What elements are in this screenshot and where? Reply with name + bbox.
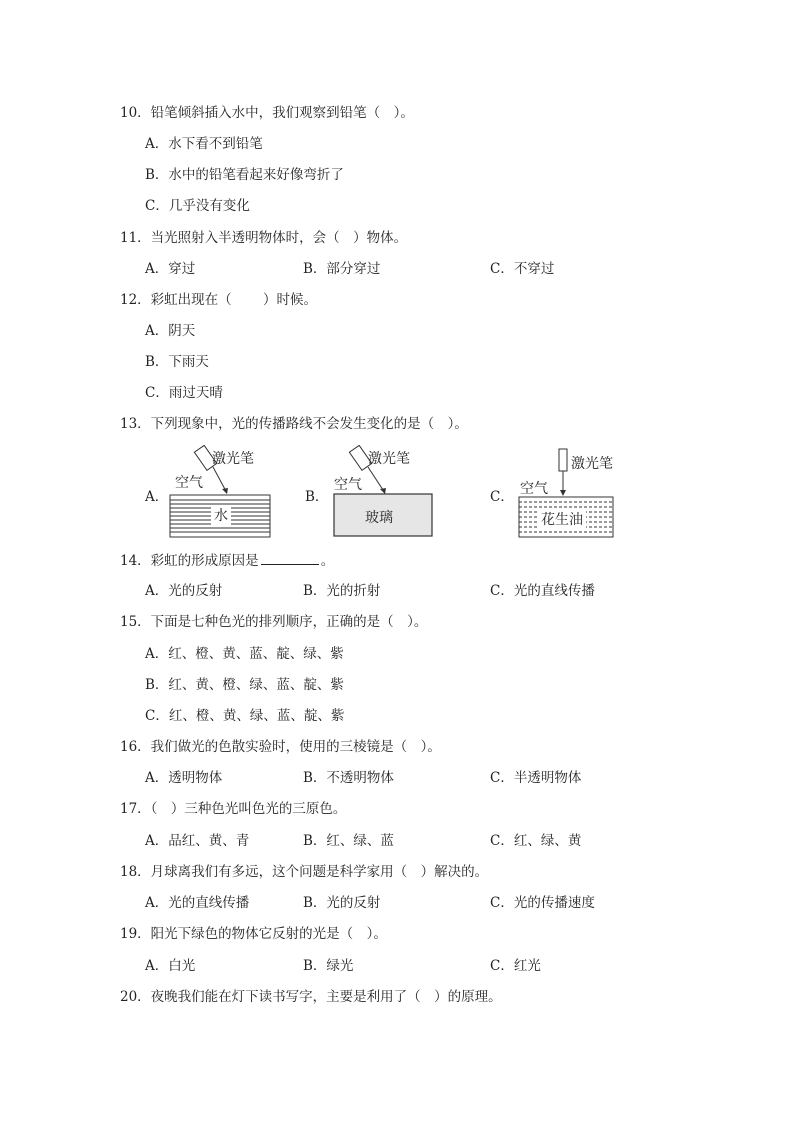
question-16-option-b[interactable]: B．不透明物体	[303, 770, 394, 786]
question-18-option-a[interactable]: A．光的直线传播	[145, 895, 250, 911]
question-12-option-b[interactable]: B．下雨天	[145, 354, 209, 370]
question-14-stem	[120, 551, 334, 570]
question-11-options	[145, 260, 705, 278]
question-18-option-b[interactable]: B．光的反射	[303, 895, 381, 911]
figure-b-glass	[330, 445, 465, 545]
question-19-option-b[interactable]: B．绿光	[303, 958, 354, 974]
question-19-stem: 19．阳光下绿色的物体它反射的光是（ ）。	[120, 926, 387, 942]
question-14-stem-before: 14．彩虹的形成原因是	[120, 553, 259, 569]
figure-b-medium-label: 玻璃	[365, 510, 393, 526]
question-14-option-a[interactable]: A．光的反射	[145, 583, 223, 599]
question-13-option-a[interactable]: A．	[145, 489, 169, 505]
figure-a-medium-label: 水	[211, 505, 231, 525]
figure-a-water	[165, 445, 300, 545]
question-19-option-a[interactable]: A．白光	[145, 958, 196, 974]
question-16-stem: 16．我们做光的色散实验时，使用的三棱镜是（ ）。	[120, 739, 441, 755]
question-14-stem-after: 。	[320, 553, 335, 569]
figure-a-air-label: 空气	[175, 475, 203, 491]
question-17-option-b[interactable]: B．红、绿、蓝	[303, 833, 394, 849]
question-13-stem: 13．下列现象中，光的传播路线不会发生变化的是（ ）。	[120, 416, 468, 432]
question-17-options	[145, 832, 705, 850]
question-15-option-c[interactable]: C．红、橙、黄、绿、蓝、靛、紫	[145, 708, 345, 724]
question-16-options	[145, 769, 705, 787]
question-10-stem: 10．铅笔倾斜插入水中，我们观察到铅笔（ ）。	[120, 105, 414, 121]
question-15-option-b[interactable]: B．红、黄、橙、绿、蓝、靛、紫	[145, 677, 344, 693]
question-13-option-b[interactable]: B．	[305, 489, 329, 505]
question-10-option-c[interactable]: C．几乎没有变化	[145, 198, 250, 214]
question-11-option-c[interactable]: C．不穿过	[490, 261, 555, 277]
figure-c-peanut-oil	[515, 445, 650, 545]
question-14-option-c[interactable]: C．光的直线传播	[490, 583, 595, 599]
figure-b-laser-label: 激光笔	[368, 451, 410, 467]
question-16-option-c[interactable]: C．半透明物体	[490, 770, 582, 786]
question-14-options	[145, 582, 705, 600]
question-17-option-c[interactable]: C．红、绿、黄	[490, 833, 582, 849]
question-11-option-b[interactable]: B．部分穿过	[303, 261, 381, 277]
question-13-option-c[interactable]: C．	[490, 489, 514, 505]
question-11-option-a[interactable]: A．穿过	[145, 261, 196, 277]
question-19-option-c[interactable]: C．红光	[490, 958, 541, 974]
question-14-option-b[interactable]: B．光的折射	[303, 583, 381, 599]
question-17-option-a[interactable]: A．品红、黄、青	[145, 833, 250, 849]
question-18-stem: 18．月球离我们有多远，这个问题是科学家用（ ）解决的。	[120, 864, 489, 880]
question-12-option-a[interactable]: A．阴天	[145, 323, 196, 339]
question-12-option-c[interactable]: C．雨过天晴	[145, 385, 223, 401]
question-14-answer-blank[interactable]	[261, 551, 319, 565]
question-13-figures	[145, 445, 645, 545]
question-19-options	[145, 957, 705, 975]
question-17-stem: 17．（ ）三种色光叫色光的三原色。	[120, 801, 347, 817]
question-11-stem: 11．当光照射入半透明物体时，会（ ）物体。	[120, 230, 408, 246]
question-10-option-a[interactable]: A．水下看不到铅笔	[145, 136, 263, 152]
question-15-option-a[interactable]: A．红、橙、黄、蓝、靛、绿、紫	[145, 646, 344, 662]
figure-a-laser-label: 激光笔	[212, 451, 254, 467]
question-16-option-a[interactable]: A．透明物体	[145, 770, 223, 786]
question-20-stem: 20．夜晚我们能在灯下读书写字，主要是利用了（ ）的原理。	[120, 989, 502, 1005]
figure-c-medium-label: 花生油	[538, 509, 586, 529]
figure-c-laser-label: 激光笔	[571, 456, 613, 472]
question-10-option-b[interactable]: B．水中的铅笔看起来好像弯折了	[145, 167, 344, 183]
question-12-stem: 12．彩虹出现在（ ）时候。	[120, 292, 317, 308]
question-15-stem: 15．下面是七种色光的排列顺序，正确的是（ ）。	[120, 614, 428, 630]
figure-b-air-label: 空气	[334, 477, 362, 493]
question-18-option-c[interactable]: C．光的传播速度	[490, 895, 595, 911]
question-18-options	[145, 894, 705, 912]
figure-c-air-label: 空气	[520, 481, 548, 497]
